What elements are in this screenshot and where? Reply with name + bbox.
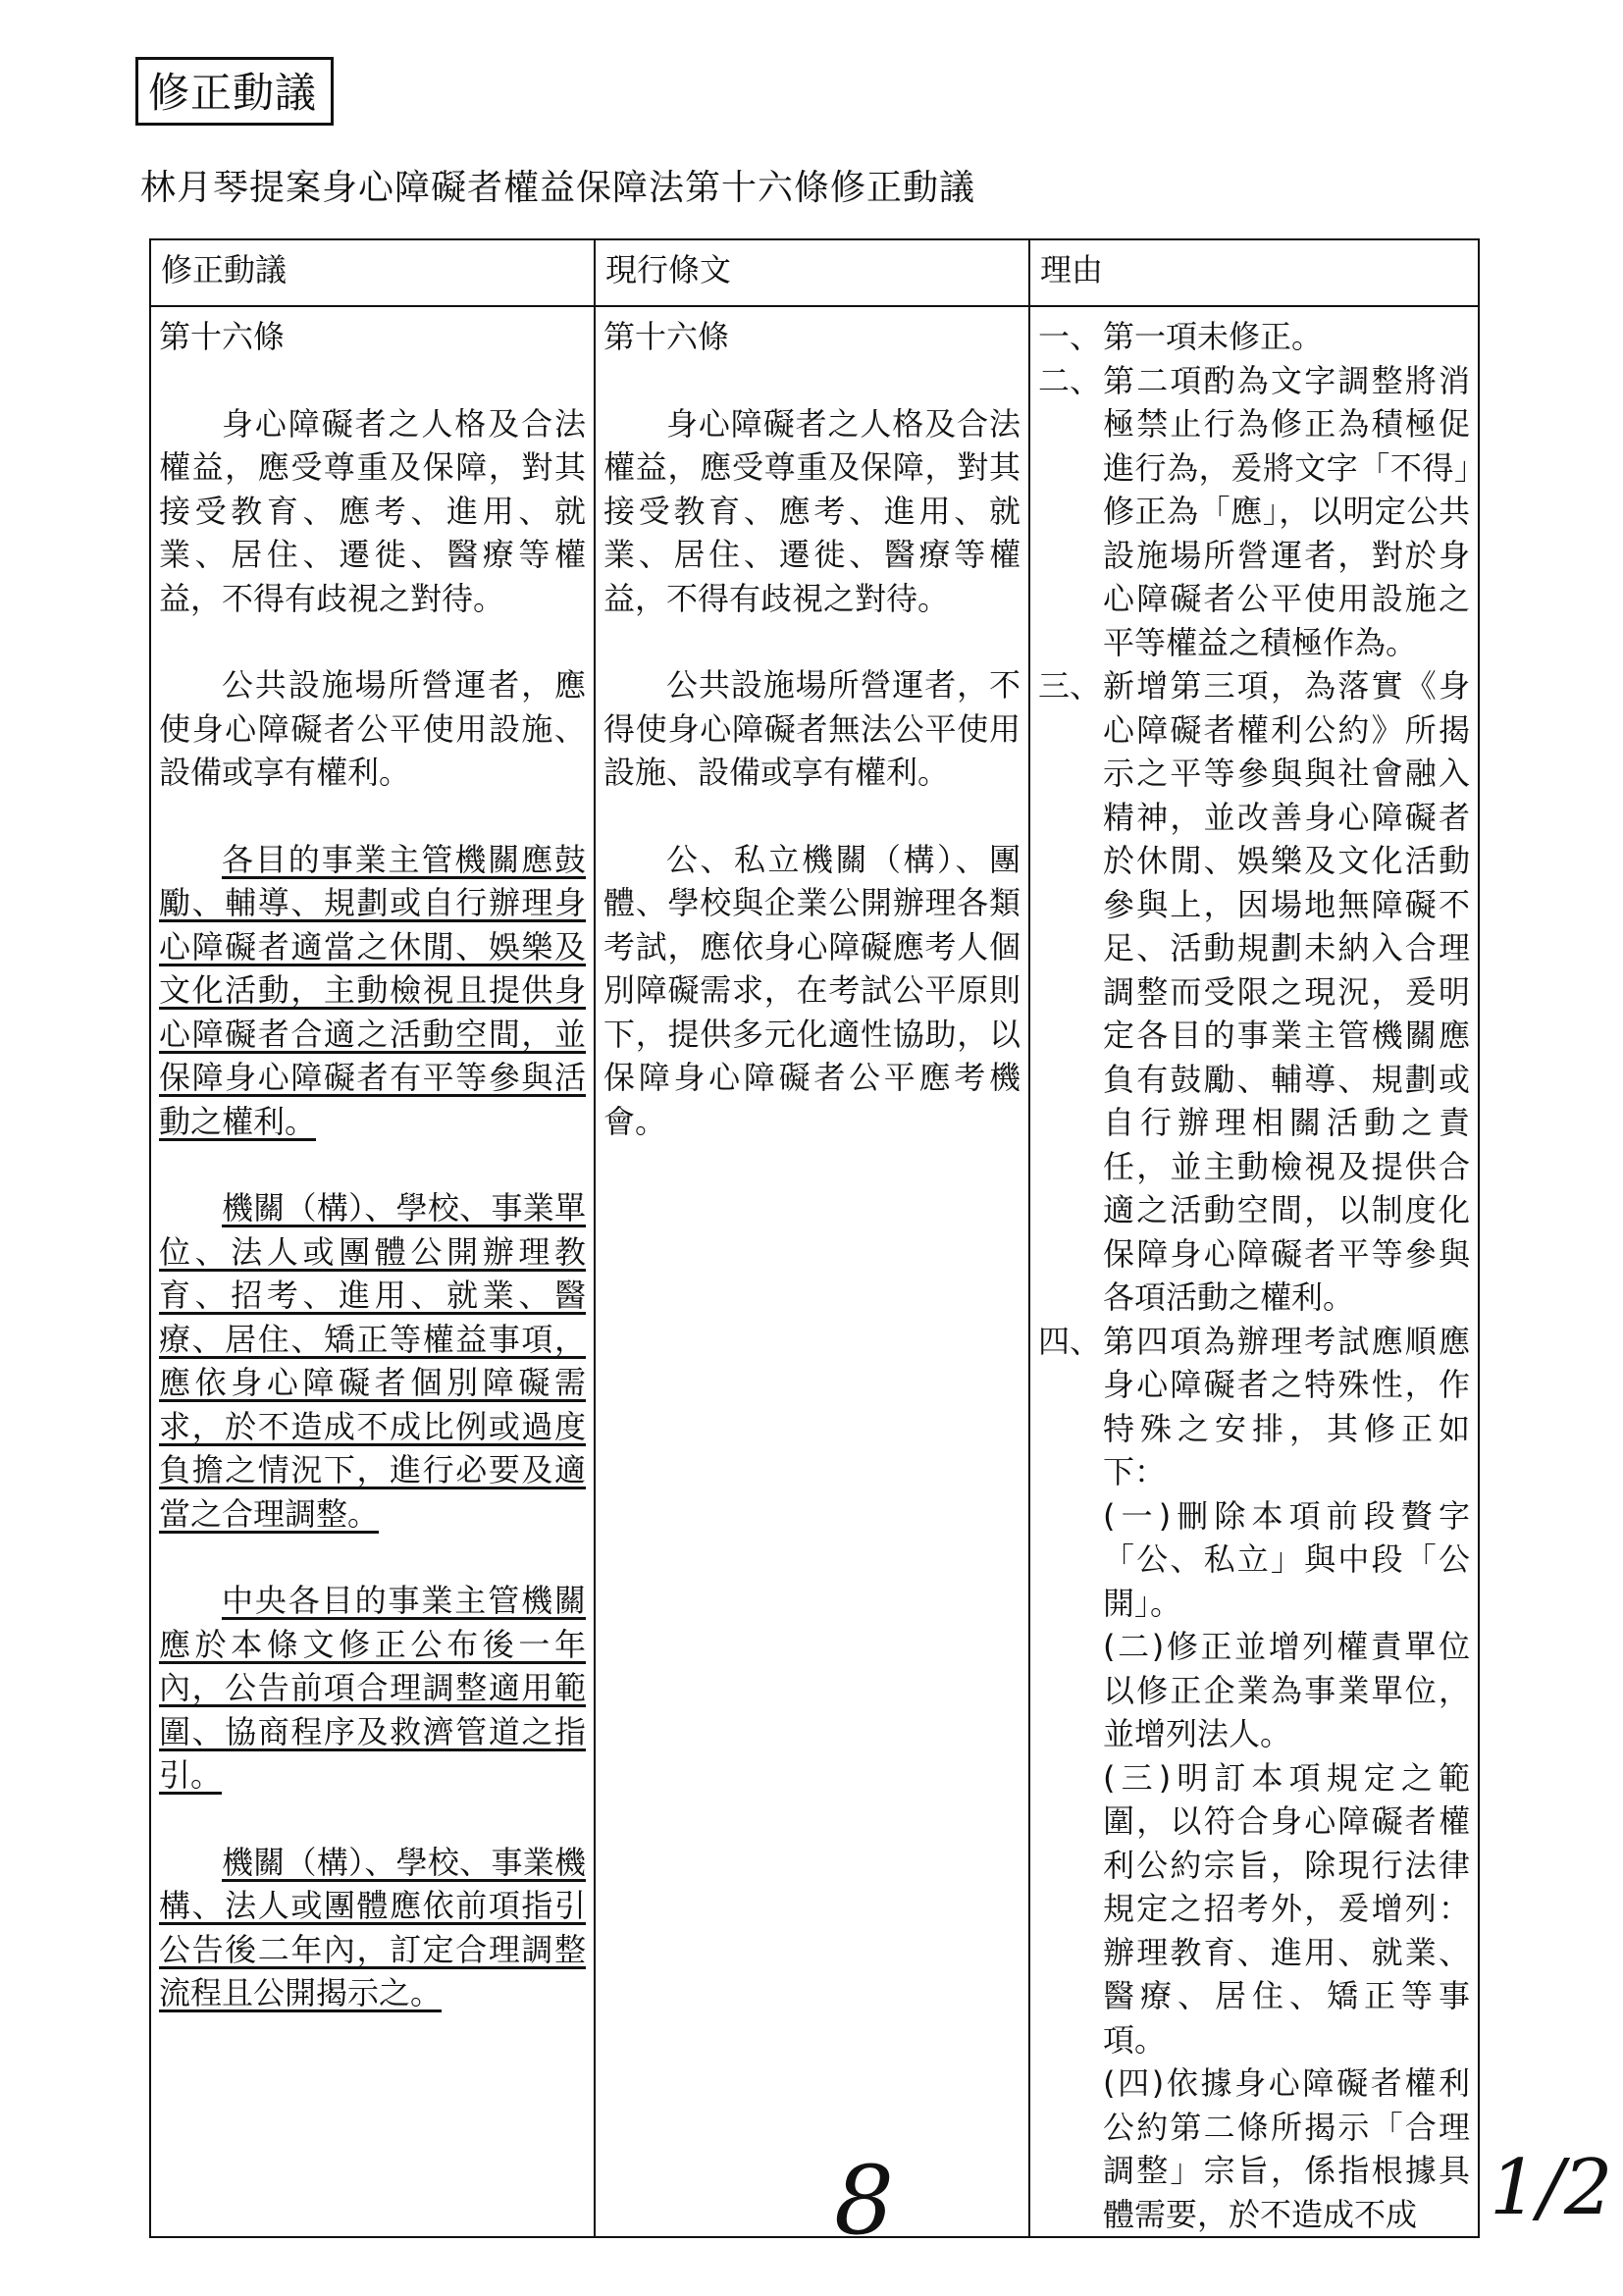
proposed-paragraph-4 xyxy=(159,1186,586,1536)
header-proposed: 修正動議 xyxy=(150,239,595,306)
reason-text-group xyxy=(1103,1320,1470,2237)
current-column xyxy=(595,306,1029,2237)
amended-text: 機關（構）、學校、事業機構、法人或團體應依前項指引公告後二年內，訂定合理調整流程且公開揭示之。 xyxy=(159,1843,586,2011)
reason-text: 第一項未修正。 xyxy=(1103,318,1324,355)
reason-number: 四、 xyxy=(1038,1322,1102,1360)
current-article: 第十六條 xyxy=(603,318,730,355)
current-paragraph-1: 身心障礙者之人格及合法權益，應受尊重及保障，對其接受教育、應考、進用、就業、居住、遷徙、醫療等權益，不得有歧視之對待。 xyxy=(603,404,1021,617)
proposed-article: 第十六條 xyxy=(159,318,286,355)
reason-item xyxy=(1038,315,1470,359)
reason-number: 二、 xyxy=(1038,361,1102,399)
handwritten-page-fraction: 1/2 xyxy=(1490,2144,1613,2232)
reason-list xyxy=(1038,315,1470,2236)
header-reason: 理由 xyxy=(1029,239,1479,306)
reason-number: 三、 xyxy=(1038,667,1102,704)
amended-text: 機關（構）、學校、事業單位、法人或團體公開辦理教育、招考、進用、就業、醫療、居住、矯正等權益事項，應依身心障礙者個別障礙需求，於不造成不成比例或過度負擔之情況下，進行必要及適當之合理調整。 xyxy=(159,1189,586,1533)
current-paragraph-3: 公、私立機關（構）、團體、學校與企業公開辦理各類考試，應依身心障礙應考人個別障礙需求，在考試公平原則下，提供多元化適性協助，以保障身心障礙者公平應考機會。 xyxy=(603,840,1021,1140)
reason-subitem: (四)依據身心障礙者權利公約第二條所揭示「合理調整」宗旨，係指根據具體需要，於不造成不成 xyxy=(1103,2064,1470,2233)
proposed-paragraph-1: 身心障礙者之人格及合法權益，應受尊重及保障，對其接受教育、應考、進用、就業、居住、遷徙、醫療等權益，不得有歧視之對待。 xyxy=(159,404,586,617)
current-paragraph-2: 公共設施場所營運者，不得使身心障礙者無法公平使用設施、設備或享有權利。 xyxy=(603,666,1021,791)
header-current: 現行條文 xyxy=(595,239,1029,306)
comparison-table xyxy=(149,238,1480,2238)
reason-subitem: (二)修正並增列權責單位以修正企業為事業單位，並增列法人。 xyxy=(1103,1628,1470,1752)
motion-stamp: 修正動議 xyxy=(135,57,334,126)
amended-text: 中央各目的事業主管機關應於本條文修正公布後一年內，公告前項合理調整適用範圍、協商程序及救濟管道之指引。 xyxy=(159,1582,586,1794)
handwritten-page-number: 8 xyxy=(834,2146,895,2256)
reason-item xyxy=(1038,1320,1470,2237)
proposed-paragraph-2: 公共設施場所營運者，應使身心障礙者公平使用設施、設備或享有權利。 xyxy=(159,666,586,791)
amended-text: 各目的事業主管機關應鼓勵、輔導、規劃或自行辦理身心障礙者適當之休閒、娛樂及文化活動，主動檢視且提供身心障礙者合適之活動空間，並保障身心障礙者有平等參與活動之權利。 xyxy=(159,840,586,1140)
reason-text: 第二項酌為文字調整將消極禁止行為修正為積極促進行為，爰將文字「不得」修正為「應」，以明定公共設施場所營運者，對於身心障礙者公平使用設施之平等權益之積極作為。 xyxy=(1103,361,1470,661)
reason-text: 第四項為辦理考試應順應身心障礙者之特殊性，作特殊之安排，其修正如下： xyxy=(1103,1322,1470,1490)
reason-item xyxy=(1038,664,1470,1320)
proposed-paragraph-6 xyxy=(159,1841,586,2015)
reason-text: 新增第三項，為落實《身心障礙者權利公約》所揭示之平等參與與社會融入精神，並改善身心障礙者於休閒、娛樂及文化活動參與上，因場地無障礙不足、活動規劃未納入合理調整而受限之現況，爰明定各目的事業主管機關應負有鼓勵、輔導、規劃或自行辦理相關活動之責任，並主動檢視及提供合適之活動空間，以制度化保障身心障礙者平等參與各項活動之權利。 xyxy=(1103,667,1470,1316)
proposed-paragraph-5 xyxy=(159,1579,586,1798)
reason-subitem: (三)明訂本項規定之範圍，以符合身心障礙者權利公約宗旨，除現行法律規定之招考外，爰增列：辦理教育、進用、就業、醫療、居住、矯正等事項。 xyxy=(1103,1758,1470,2059)
proposed-paragraph-3 xyxy=(159,838,586,1144)
reason-item xyxy=(1038,359,1470,665)
reason-subitem: (一)刪除本項前段贅字「公、私立」與中段「公開」。 xyxy=(1103,1496,1470,1622)
proposed-column xyxy=(150,306,595,2237)
table-body-row xyxy=(150,306,1479,2237)
reason-column xyxy=(1029,306,1479,2237)
reason-number: 一、 xyxy=(1038,318,1102,355)
document-title: 林月琴提案身心障礙者權益保障法第十六條修正動議 xyxy=(140,168,976,208)
table-header-row xyxy=(150,239,1479,306)
